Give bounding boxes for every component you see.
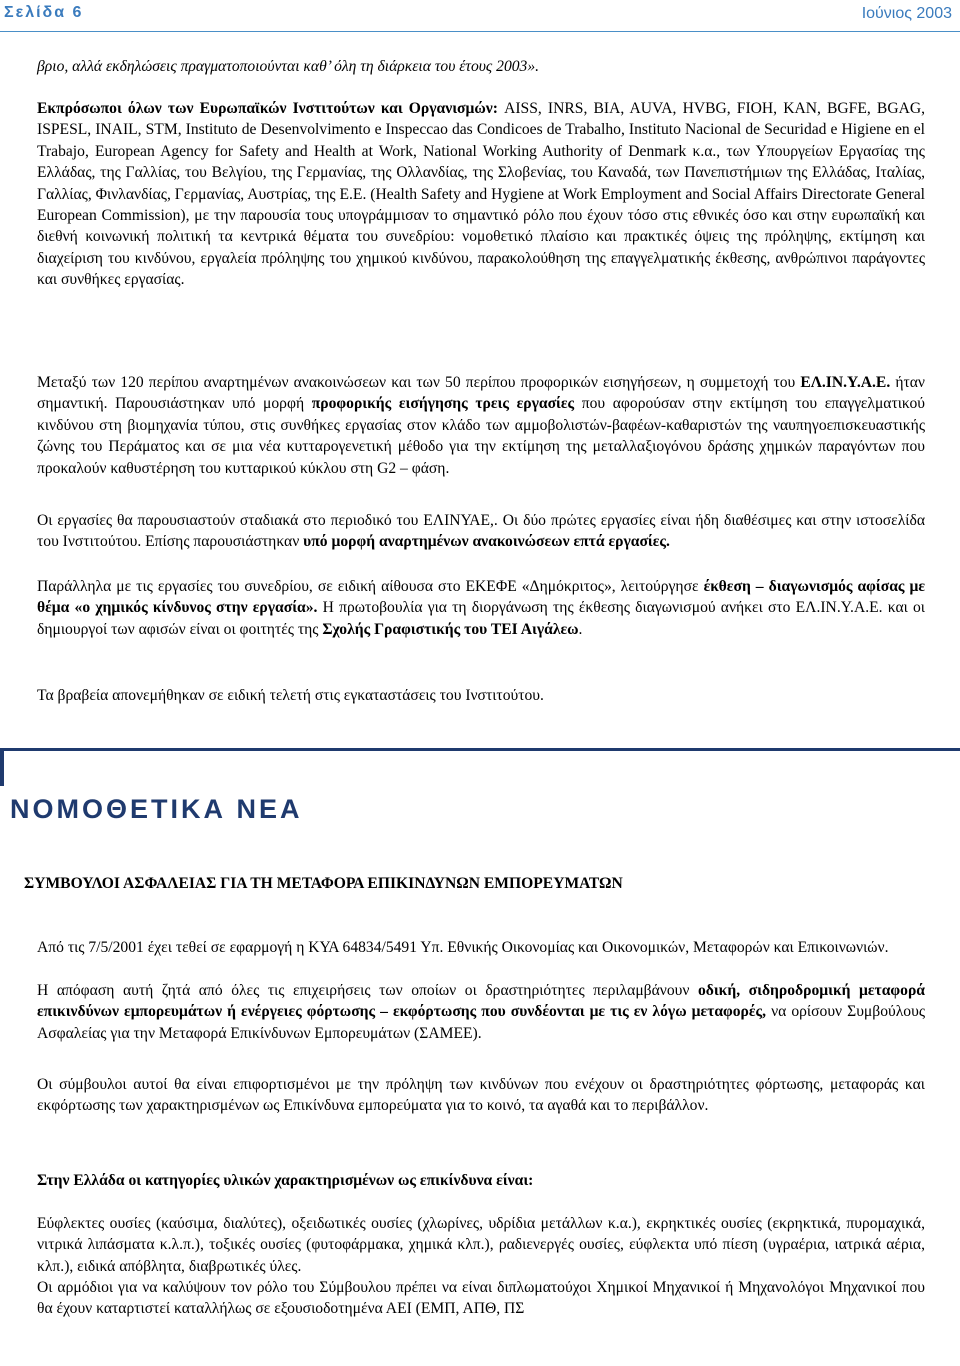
section-divider [0, 748, 960, 751]
text-span: να ορίσουν Συμβούλους Ασφαλείας για την Μεταφορά Επικίνδυνων Εμπορευμάτων (ΣΑΜΕΕ). [37, 1003, 925, 1042]
paragraph-contribution [37, 372, 925, 479]
section-accent-bar [0, 748, 4, 786]
text-span: που αφορούσαν στην εκτίμηση του επαγγελματικού κινδύνου στη βιομηχανία τύπου, στις συνθήκες εργασίας στον κλάδο των αμμοβολιστών-βαφέων-καθαριστών της ναυπηγοεπισκευαστικής ζώνης του Περάματος και σε μια νέα κυτταρογενετική μέθοδο για την εκτίμηση της μεταλλαξιογόνου δράσης χημικών παραγόντων που προκαλούν καθυστέρηση του κυτταρικού κύκλου στη G2 – φάση. [37, 395, 925, 477]
paragraph-qualifications: Οι αρμόδιοι για να καλύψουν τον ρόλο του Σύμβουλου πρέπει να είναι διπλωματούχοι Χημικοί Μηχανικοί ή Μηχανολόγοι Μηχανικοί που θα έχουν καταρτιστεί καταλλήλως σε εξουσιοδοτημένα ΑΕΙ (ΕΜΠ, ΑΠΘ, ΠΣ [37, 1279, 925, 1318]
text-span: Η πρωτοβουλία για τη διοργάνωση της έκθεσης διαγωνισμού ανήκει στο ΕΛ.ΙΝ.Υ.Α.Ε. και οι δημιουργοί των αφισών είναι οι φοιτητές της [37, 599, 926, 638]
bold-span: προφορικής εισήγησης τρεις εργασίες [311, 395, 575, 413]
paragraph-law: Από τις 7/5/2001 έχει τεθεί σε εφαρμογή η ΚΥΑ 64834/5491 Υπ. Εθνικής Οικονομίας και Οικονομικών, Μεταφορών και Επικοινωνιών. [37, 939, 889, 956]
paragraph-exhibition [37, 576, 925, 640]
text-span: Μεταξύ των 120 περίπου αναρτημένων ανακοινώσεων και των 50 περίπου προφορικών εισηγήσεων, η συμμετοχή του [37, 374, 801, 391]
bold-span: έκθεση – διαγωνισμός αφίσας με θέμα «ο χημικός κίνδυνος στην εργασία». [37, 578, 925, 617]
participants-lead: Εκπρόσωποι όλων των Ευρωπαϊκών Ινστιτούτων και Οργανισμών: [37, 100, 498, 117]
text-span: Η απόφαση αυτή ζητά από όλες τις επιχειρήσεις των οποίων οι δραστηριότητες περιλαμβάνουν [37, 982, 698, 999]
page-header [0, 0, 960, 32]
paragraph-publications [37, 510, 925, 553]
page-number: Σελίδα 6 [4, 4, 84, 21]
participants-text: AISS, INRS, BIA, AUVA, HVBG, FIOH, KAN, BGFE, BGAG, ISPESL, INAIL, STM, Instituto de Desenvolvimento e Inspeccao das Condicoes de Trabalho, Instituto Nacional de Securidad e Higiene en el Trabajo, European Agency for Safety and Health at Work, National Working Authority of Denmark κ.α., των Υπουργείων Εργασίας της Ελλάδας, της Γαλλίας, του Βελγίου, της Γερμανίας, της Ολλανδίας, της Σλοβενίας, του Καναδά, των Πανεπιστήμιων της Ελλάδας, Ιταλίας, Γαλλίας, Φινλανδίας, Γερμανίας, Αυστρίας, της Ε.Ε. (Health Safety and Hygiene at Work Employment and Social Affairs Directorate General European Commission), με την παρουσία τους υπογράμμισαν το σημαντικό ρόλο που έχουν τόσο στις εθνικές όσο και στην ευρωπαϊκή και διεθνή κοινωνική πολιτική τα κεντρικά θέματα του συνεδρίου: νομοθετικό πλαίσιο και πρακτικές όψεις της πρόληψης, εκτίμηση και διαχείριση του κινδύνου, εργαλεία πρόληψης του χημικού κινδύνου, παρακολούθηση της επαγγελματικής έκθεσης, ανθρώπινοι παράγοντες και συνθήκες εργασίας. [37, 100, 926, 289]
intro-paragraph: βριο, αλλά εκδηλώσεις πραγματοποιούνται καθ’ όλη τη διάρκεια του έτους 2003». [37, 58, 540, 75]
paragraph-participants [37, 98, 925, 291]
bold-span: ΕΛ.ΙΝ.Υ.Α.Ε. [800, 374, 891, 391]
bold-span: οδική, σιδηροδρομική μεταφορά επικινδύνων εμπορευμάτων ή ενέργειες φόρτωσης – εκφόρτωσης που συνδέονται με τις εν λόγω μεταφορές, [37, 982, 925, 1021]
text-span: . [578, 620, 583, 638]
paragraph-categories: Εύφλεκτες ουσίες (καύσιμα, διαλύτες), οξειδωτικές ουσίες (χλωρίνες, υδρίδια μετάλλων κ.α.), εκρηκτικές ουσίες (εκρηκτικά, πυρομαχικά, νιτρικά λιπάσματα κ.λ.π.), τοξικές ουσίες (φυτοφάρμακα, χημικά κλπ.), ραδιενεργές ουσίες, εύφλεκτα υπό πίεση (υγραέρια, ιατρικά αέρια, κλπ.), ειδικά απόβλητα, διαβρωτικές ύλες. [37, 1215, 925, 1275]
section-title: ΝΟΜΟΘΕΤΙΚΑ ΝΕΑ [10, 794, 303, 824]
text-span: Οι εργασίες θα παρουσιαστούν σταδιακά στο περιοδικό του ΕΛΙΝΥΑΕ,. Οι δύο πρώτες εργασίες είναι ήδη διαθέσιμες και στην ιστοσελίδα του Ινστιτούτου. Επίσης παρουσιάστηκαν [37, 512, 925, 551]
paragraph-decision [37, 980, 925, 1044]
text-span: Παράλληλα με τις εργασίες του συνεδρίου, σε ειδική αίθουσα στο ΕΚΕΦΕ «Δημόκριτος», λειτούργησε [37, 578, 704, 595]
issue-date: Ιούνιος 2003 [861, 5, 952, 22]
paragraph-awards: Τα βραβεία απονεμήθηκαν σε ειδική τελετή στις εγκαταστάσεις του Ινστιτούτου. [37, 687, 544, 704]
text-span: ήταν σημαντική. Παρουσιάστηκαν υπό μορφή [37, 374, 925, 413]
bold-span: υπό μορφή αναρτημένων ανακοινώσεων επτά εργασίες. [303, 533, 670, 551]
bold-span: Σχολής Γραφιστικής του ΤΕΙ Αιγάλεω [322, 620, 579, 638]
article-title: ΣΥΜΒΟΥΛΟΙ ΑΣΦΑΛΕΙΑΣ ΓΙΑ ΤΗ ΜΕΤΑΦΟΡΑ ΕΠΙΚΙΝΔΥΝΩΝ ΕΜΠΟΡΕΥΜΑΤΩΝ [24, 875, 623, 892]
paragraph-advisors: Οι σύμβουλοι αυτοί θα είναι επιφορτισμένοι με την πρόληψη των κινδύνων που ενέχουν οι δραστηριότητες φόρτωσης, μεταφοράς και εκφόρτωσης των χαρακτηρισμένων ως Επικίνδυνα εμπορεύματα για το κοινό, τα αγαθά και το περιβάλλον. [37, 1076, 925, 1115]
paragraph-categories-heading: Στην Ελλάδα οι κατηγορίες υλικών χαρακτηρισμένων ως επικίνδυνα είναι: [37, 1172, 534, 1189]
